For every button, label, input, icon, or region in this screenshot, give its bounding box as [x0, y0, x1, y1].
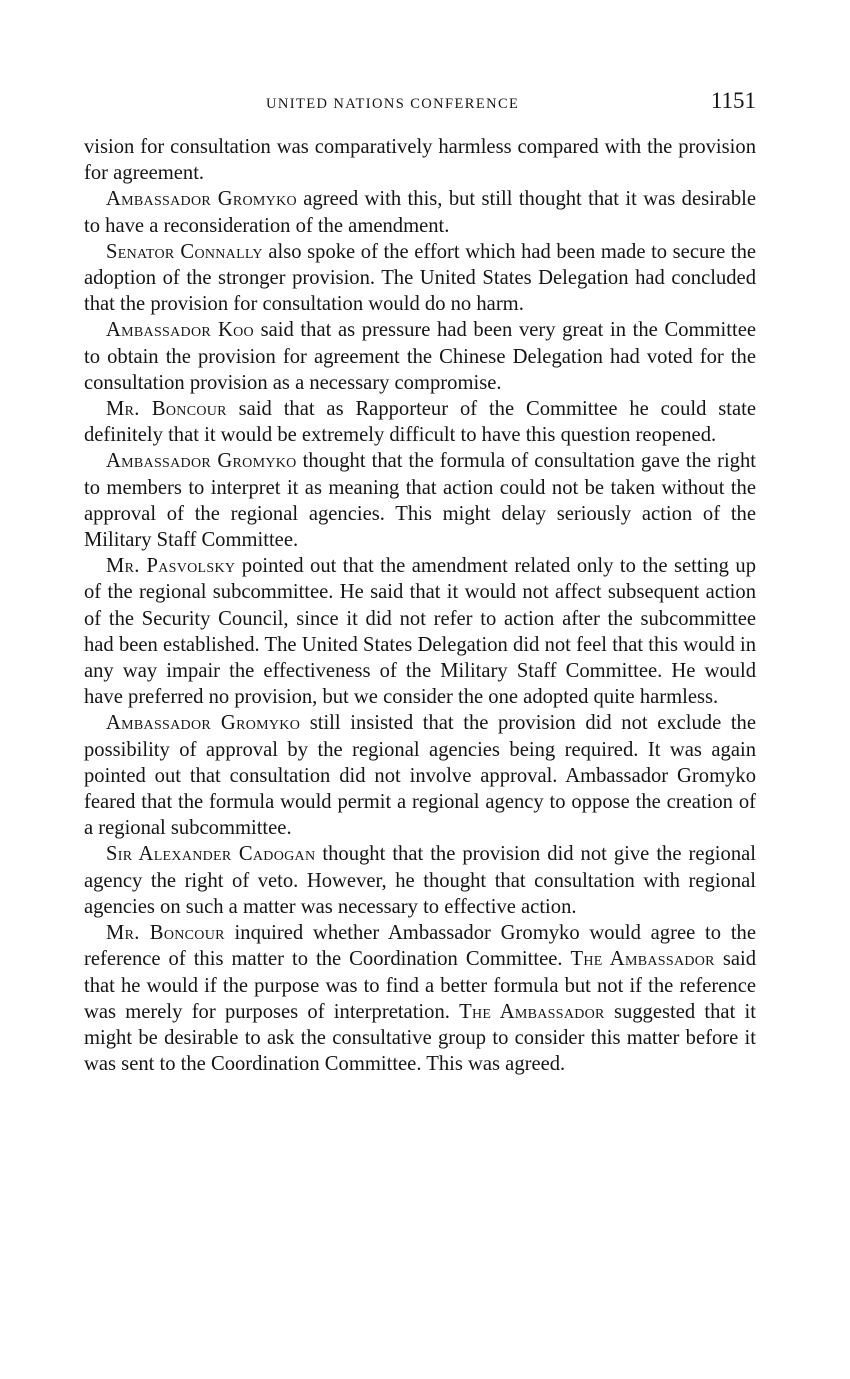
paragraph: [84, 186, 756, 238]
running-head: UNITED NATIONS CONFERENCE: [266, 96, 520, 112]
paragraph-text: also spoke of the effort which had been made to secure the adoption of the stronger provision. The United States Delegation had concluded that the provision for consultation would do no harm.: [84, 240, 757, 316]
speaker-name: Mr. Boncour: [106, 922, 225, 945]
paragraph-text: vision for consultation was comparatively harmless compared with the provision for agreement.: [84, 136, 756, 185]
speaker-name: Sir Alexander Cadogan: [106, 843, 316, 866]
paragraph-final: [84, 920, 756, 1077]
paragraph-text: said that as Rapporteur of the Committee he could state definitely that it would be extremely difficult to have this question reopened.: [84, 398, 756, 447]
paragraph-text: agreed with this, but still thought that it was desirable to have a reconsideration of the amendment.: [84, 188, 756, 237]
speaker-name: The Ambassador: [570, 948, 715, 971]
page-number: 1151: [710, 88, 756, 113]
paragraph-text: pointed out that the amendment related only to the setting up of the regional subcommittee. He said that it would not affect subsequent action of the Security Council, since it did not refer to action after the subcommittee had been established. The United States Delegation did not feel that this would in any way impair the effectiveness of the Military Staff Committee. He would have preferred no provision, but we consider the one adopted quite harmless.: [84, 555, 756, 709]
paragraph-text: suggested that it might be desirable to ask the consultative group to consider this matter before it was sent to the Coordination Committee. This was agreed.: [84, 1000, 756, 1076]
speaker-name: Ambassador Gromyko: [106, 450, 297, 473]
paragraph-text: thought that the formula of consultation gave the right to members to interpret it as meaning that action could not be taken without the approval of the regional agencies. This might delay seriously action of the Military Staff Committee.: [84, 450, 756, 552]
speaker-name: The Ambassador: [459, 1000, 605, 1023]
speaker-name: Mr. Boncour: [106, 398, 227, 421]
paragraph-text: said that as pressure had been very great in the Committee to obtain the provision for agreement the Chinese Delegation had voted for the consultation provision as a necessary compromise.: [84, 319, 756, 394]
speaker-name: Ambassador Koo: [106, 319, 254, 342]
paragraph-text: inquired whether Ambassador Gromyko would agree to the reference of this matter to the Coordination Committee.: [84, 922, 756, 971]
speaker-name: Ambassador Gromyko: [106, 188, 297, 211]
paragraph: [84, 710, 756, 841]
paragraph: [84, 396, 756, 448]
paragraph: [84, 239, 756, 318]
paragraph: [84, 448, 756, 553]
paragraph: [84, 553, 756, 710]
page-header: [84, 88, 756, 122]
speaker-name: Senator Connally: [106, 240, 263, 263]
paragraph: [84, 317, 756, 396]
paragraph-continuation: [84, 134, 756, 186]
speaker-name: Ambassador Gromyko: [106, 712, 301, 735]
paragraph: [84, 841, 756, 920]
body-text: [84, 134, 756, 1077]
paragraph-text: still insisted that the provision did not exclude the possibility of approval by the regional agencies being required. It was again pointed out that consultation did not involve approval. Ambassador Gromyko feared that the formula would permit a regional agency to oppose the creation of a regional subcommittee.: [84, 712, 756, 840]
paragraph-text: said that he would if the purpose was to find a better formula but not if the reference was merely for purposes of interpretation.: [84, 948, 757, 1023]
paragraph-text: thought that the provision did not give the regional agency the right of veto. However, he thought that consultation with regional agencies on such a matter was necessary to effective action.: [84, 843, 756, 918]
speaker-name: Mr. Pasvolsky: [106, 555, 236, 578]
